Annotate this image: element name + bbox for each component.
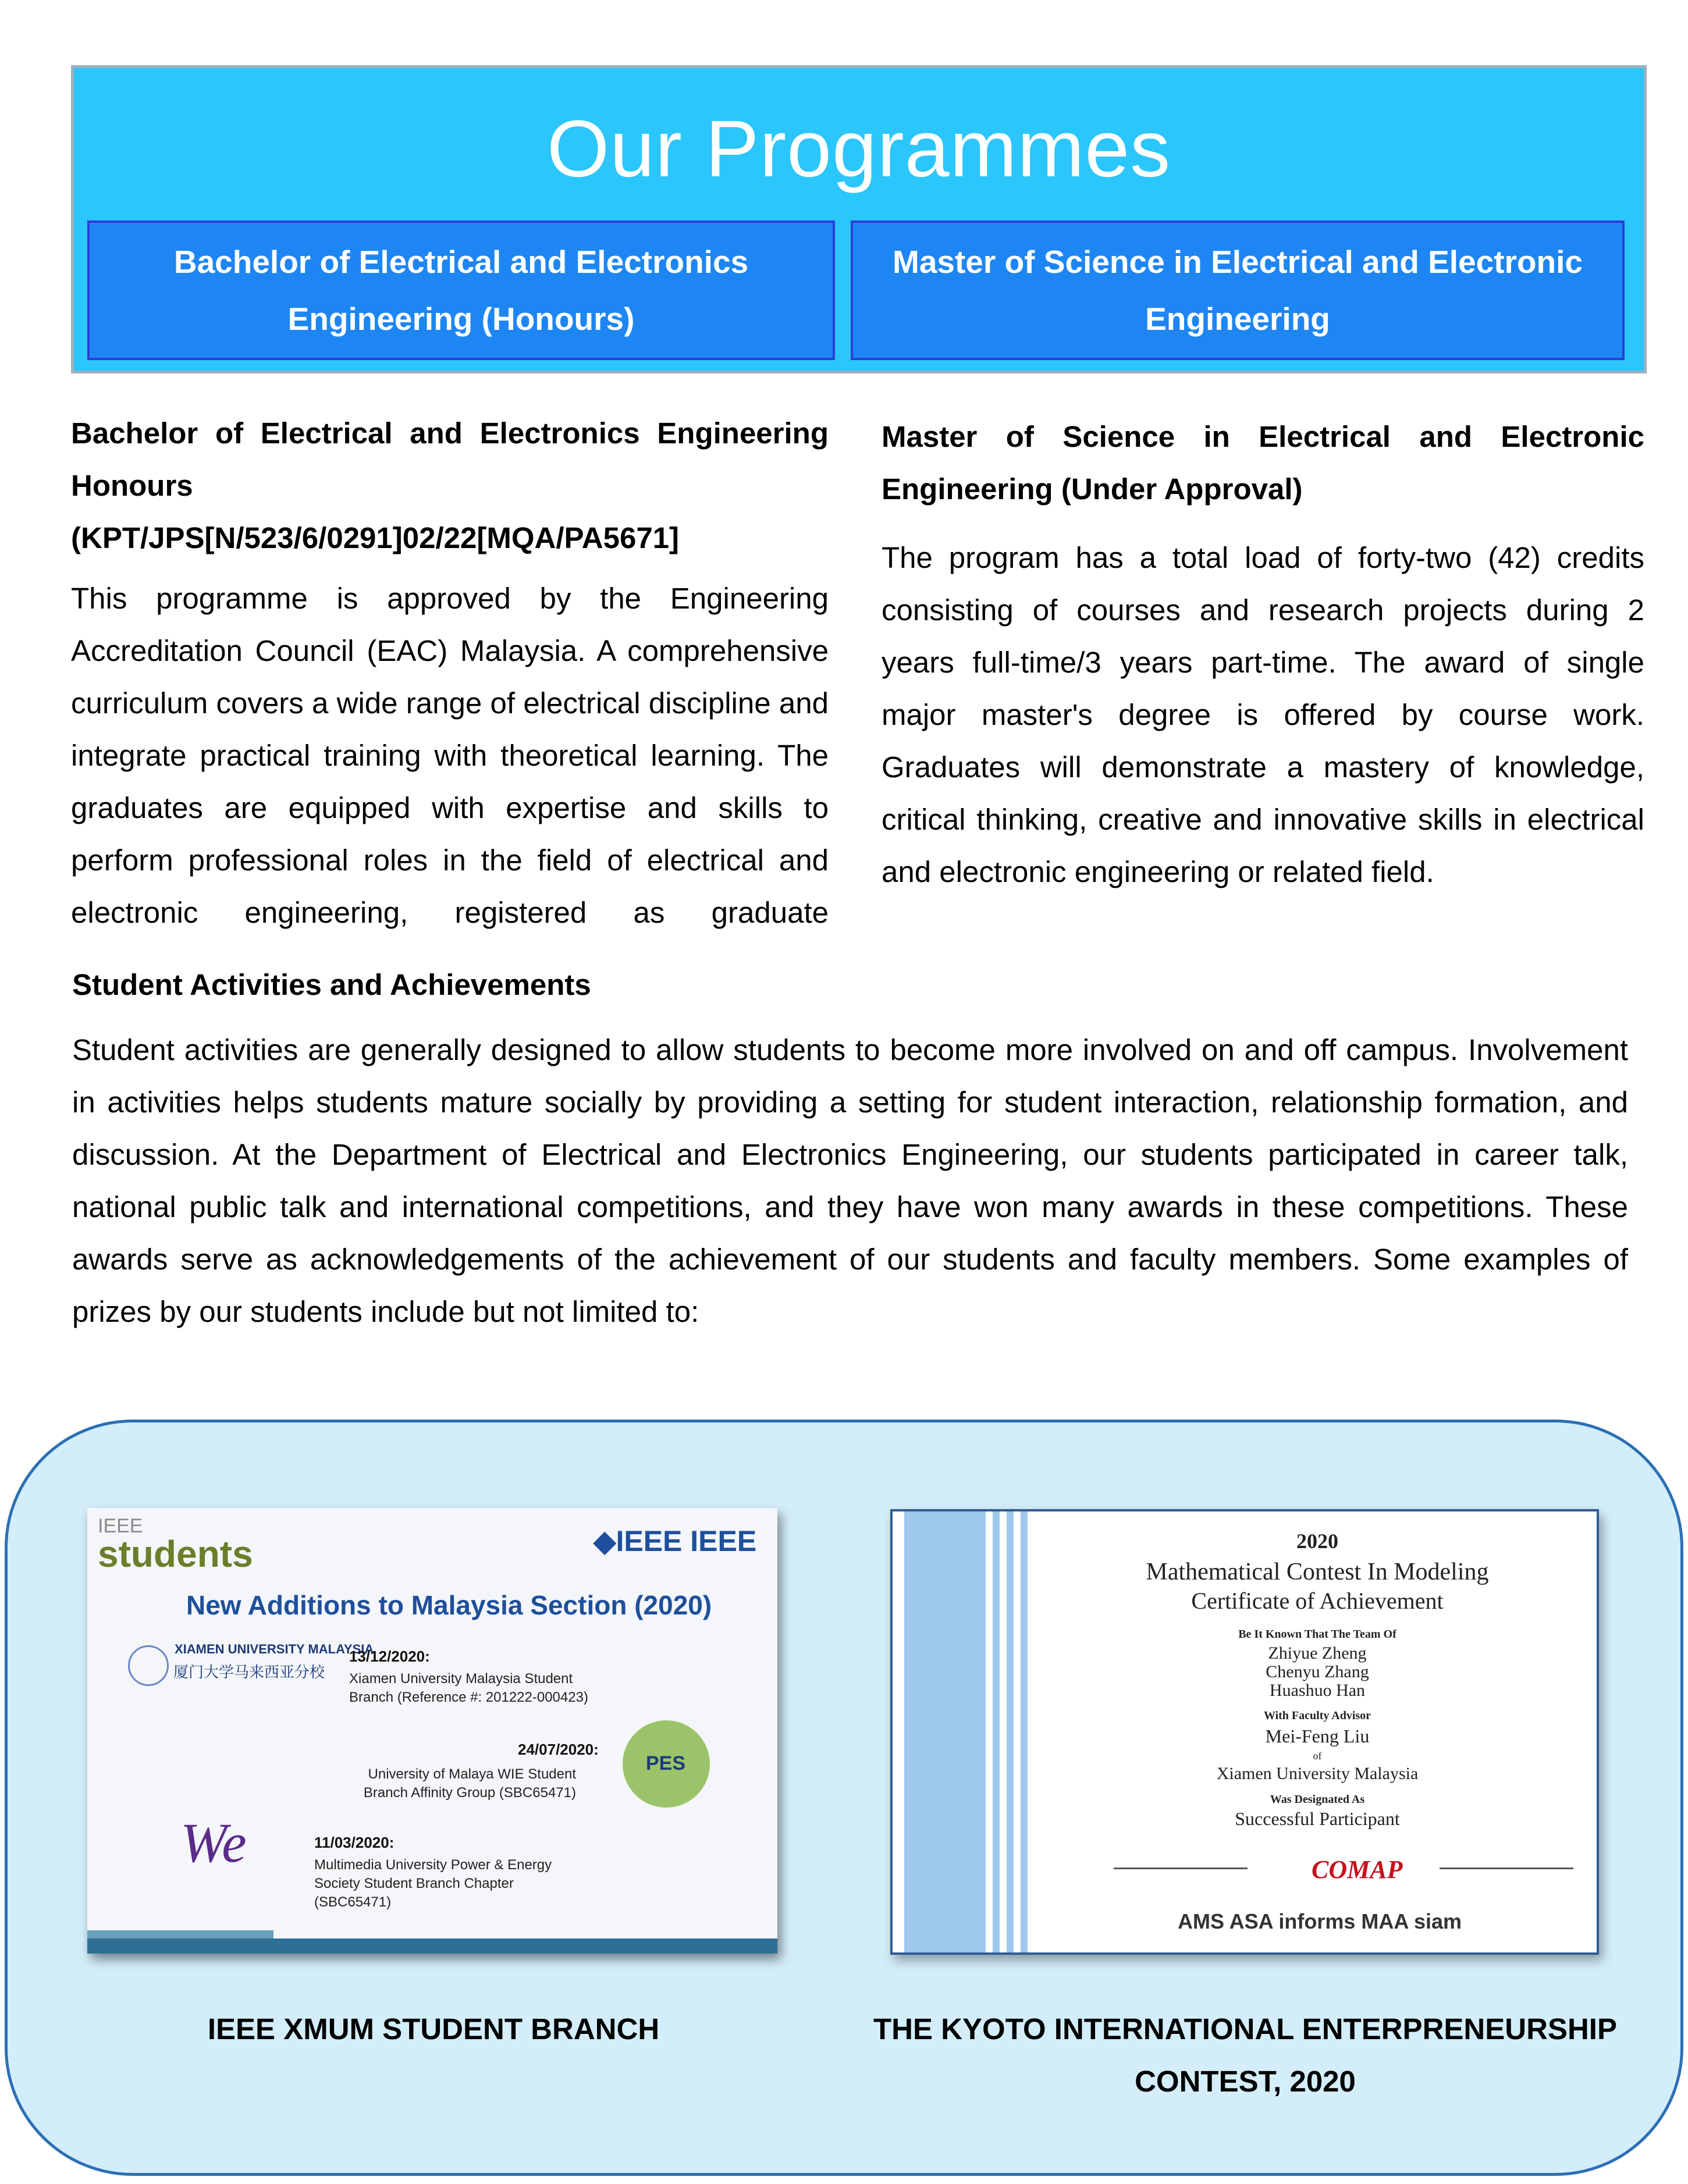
master-section xyxy=(882,411,1644,898)
university-name: Xiamen University Malaysia xyxy=(1216,1764,1419,1783)
advisor-name: Mei-Feng Liu xyxy=(1265,1726,1370,1747)
caption-kyoto xyxy=(850,2003,1641,2108)
ieee-logo: ◆IEEE IEEE xyxy=(594,1525,757,1557)
team-member-name: Huashuo Han xyxy=(1269,1681,1366,1700)
certificate-stripe xyxy=(904,1511,986,1952)
master-description: The program has a total load of forty-two (42) credits consisting of courses and research projects during 2 years full-time/3 years part-time. The award of single major master's degree is offered by course work. Graduates will demonstrate a mastery of knowledge, critical thinking, creative and innovative skills in electrical and electronic engineering or related field. xyxy=(882,541,1644,888)
signature-line xyxy=(1114,1868,1248,1869)
designation-label: Was Designated As xyxy=(1270,1793,1365,1806)
bachelor-heading: Bachelor of Electrical and Electronics Engineering Honours xyxy=(71,417,829,502)
pes-logo-text: PES xyxy=(646,1752,686,1774)
programme-box-bachelor: Bachelor of Electrical and Electronics Engineering (Honours) xyxy=(87,220,835,360)
bachelor-code: (KPT/JPS[N/523/6/0291]02/22[MQA/PA5671] xyxy=(71,521,680,554)
programmes-banner xyxy=(71,65,1647,374)
advisor-label: With Faculty Advisor xyxy=(1263,1709,1371,1722)
comap-logo: COMAP xyxy=(1312,1855,1403,1884)
banner-title: Our Programmes xyxy=(546,104,1171,194)
entry-date: 11/03/2020: xyxy=(314,1834,395,1851)
master-heading: Master of Science in Electrical and Electronic Engineering (Under Approval) xyxy=(882,420,1644,506)
wie-logo: We xyxy=(180,1812,247,1874)
sponsor-logos: AMS ASA informs MAA siam xyxy=(1178,1909,1462,1933)
activities-heading: Student Activities and Achievements xyxy=(72,968,591,1001)
certificate-stripe xyxy=(1021,1511,1028,1952)
of-label: of xyxy=(1313,1750,1322,1762)
entry-text: University of Malaya WIE Student Branch Affinity Group (SBC65471) xyxy=(363,1766,576,1801)
ieee-students-logo: students xyxy=(98,1533,253,1575)
mcm-certificate-image xyxy=(890,1509,1599,1955)
ieee-certificate-image xyxy=(87,1508,777,1954)
certificate-bottom-strip xyxy=(87,1938,777,1954)
activities-description: Student activities are generally designed to allow students to become more involved on and off campus. Involvement in activities helps students mature socially by providing a setting for student interaction, relationship formation, and discussion. At the Department of Electrical and Electronics Engineering, our students participated in career talk, national public talk and international competitions, and they have won many awards in these competitions. These awards serve as acknowledgements of the achievement of our students and faculty members. Some examples of prizes by our students include but not limited to: xyxy=(72,1033,1628,1328)
caption-kyoto-line1: THE KYOTO INTERNATIONAL ENTERPRENEURSHIP xyxy=(873,2012,1617,2046)
signature-line xyxy=(1440,1868,1573,1869)
ieee-certificate-title: New Additions to Malaysia Section (2020) xyxy=(186,1590,712,1620)
caption-ieee: IEEE XMUM STUDENT BRANCH xyxy=(207,2012,660,2046)
team-member-name: Chenyu Zhang xyxy=(1266,1662,1369,1681)
certificate-stripe xyxy=(1007,1511,1014,1952)
entry-date: 24/07/2020: xyxy=(518,1741,599,1758)
bachelor-description: This programme is approved by the Engineering Accreditation Council (EAC) Malaysia. A comprehensive curriculum covers a wide range of electrical discipline and integrate practical training with theoretical learning. The graduates are equipped with expertise and skills to perform professional roles in the field of electrical and electronic engineering, registered as graduate xyxy=(71,582,829,929)
entry-text: Xiamen University Malaysia Student Branch (Reference #: 201222-000423) xyxy=(349,1671,588,1705)
certificate-stripe xyxy=(993,1511,1000,1952)
xmum-name: XIAMEN UNIVERSITY MALAYSIA xyxy=(175,1642,374,1656)
bachelor-section xyxy=(71,407,829,929)
entry-text: Multimedia University Power & Energy Society Student Branch Chapter (SBC65471) xyxy=(314,1857,552,1910)
xmum-name-chinese: 厦门大学马来西亚分校 xyxy=(173,1663,325,1681)
programme-box-master: Master of Science in Electrical and Electronic Engineering xyxy=(851,220,1625,360)
team-member-name: Zhiyue Zheng xyxy=(1268,1644,1367,1663)
certificate-type: Certificate of Achievement xyxy=(1191,1588,1444,1614)
ieee-small-label: IEEE xyxy=(98,1515,143,1537)
certificate-bottom-accent xyxy=(87,1930,273,1938)
entry-date: 13/12/2020: xyxy=(349,1648,430,1665)
certificate-year: 2020 xyxy=(1296,1529,1338,1553)
caption-kyoto-line2: CONTEST, 2020 xyxy=(1135,2065,1356,2098)
participation-status: Successful Participant xyxy=(1235,1808,1400,1829)
xmum-seal-icon xyxy=(128,1645,169,1686)
team-intro: Be It Known That The Team Of xyxy=(1238,1628,1396,1641)
team-members xyxy=(1079,1644,1556,1700)
contest-name: Mathematical Contest In Modeling xyxy=(1146,1559,1489,1585)
